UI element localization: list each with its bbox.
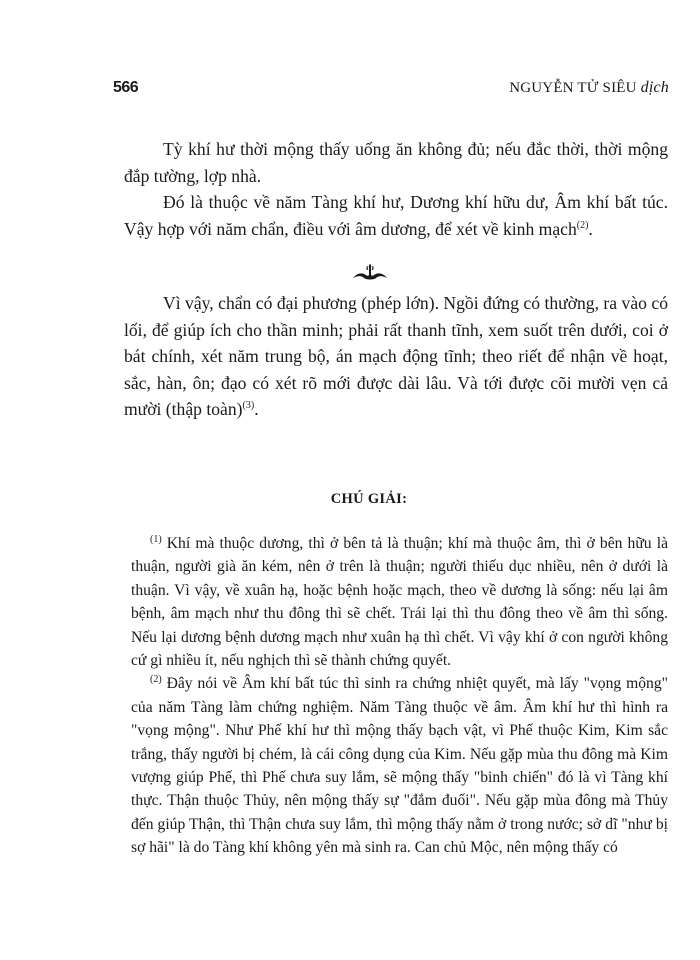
footnote-marker: (2) — [150, 674, 162, 686]
ornament-divider-icon — [352, 263, 388, 281]
notes-heading: CHÚ GIẢI: — [330, 491, 408, 507]
running-head — [509, 79, 669, 97]
body-text-part2 — [124, 290, 668, 423]
paragraph — [124, 189, 668, 242]
paragraph-text: Đó là thuộc về năm Tàng khí hư, Dương khí hữu dư, Âm khí bất túc. Vậy hợp với năm chẩn, điều với âm dương, để xét về kinh mạch — [124, 192, 668, 239]
punctuation: . — [588, 218, 593, 239]
paragraph-text: Tỳ khí hư thời mộng thấy uống ăn không đủ; nếu đắc thời, thời mộng đắp tường, lợp nhà. — [124, 139, 668, 186]
paragraph-text: Vì vậy, chẩn có đại phương (phép lớn). Ngồi đứng có thường, ra vào có lối, để giúp ích cho thần minh; phải rất thanh tĩnh, xem suốt trên dưới, coi ở bát chính, xét năm trung bộ, án mạch động tĩnh; theo riết để nhận về hoạt, sắc, hàn, ôn; đạo có xét rõ mới được dài lâu. Và tới được cõi mười vẹn cả mười (thập toàn) — [124, 293, 668, 419]
body-text-part1 — [124, 136, 668, 242]
punctuation: . — [254, 399, 259, 419]
paragraph — [124, 136, 668, 189]
footnote-marker: (1) — [150, 534, 162, 545]
page-header — [113, 79, 669, 103]
running-head-role: dịch — [640, 79, 669, 96]
footnote-text: Khí mà thuộc dương, thì ở bên tả là thuận; khí mà thuộc âm, thì ở bên hữu là thuận, người già ăn kém, nên ở trên là thuận; người thiếu dục nhiều, nên ở dưới là thuận. Vì vậy, về xuân hạ, hoặc bệnh hoặc mạch, theo về dương là sống: nếu lại âm bệnh, âm mạch như thu đông thì sẽ chết. Trái lại thì thu đông theo về âm thì sống. Nếu lại dương bệnh dương mạch như xuân hạ thì chết. Vì vậy khí ở con người không cứ gì nhiều ít, nếu nghịch thì sẽ thành chứng quyết. — [131, 535, 668, 670]
footnote-item — [131, 672, 668, 859]
running-head-author: NGUYỄN TỬ SIÊU — [509, 80, 637, 96]
footnote-text: Đây nói về Âm khí bất túc thì sinh ra chứng nhiệt quyết, mà lấy "vọng mộng" của năm Tàng làm chứng nghiệm. Năm Tàng thuộc về âm. Âm khí hư thì hình ra "vọng mộng". Như Phế khí hư thì mộng thấy bạch vật, vì Phế thuộc Kim, Kim sắc trắng, thấy người bị chém, là cái công dụng của Kim. Nếu gặp mùa thu đông mà Kim vượng giúp Phế, thì Phế chưa suy lắm, sẽ mộng thấy "binh chiến" đó là vì Tàng khí thực. Thận thuộc Thủy, nên mộng thấy sự "đắm đuối". Nếu gặp mùa đông mà Thủy đến giúp Thận, thì Thận chưa suy lắm, thì mộng thấy nằm ở trong nước; sở dĩ "như bị sợ hãi" là do Tàng khí không yên mà sinh ra. Can chủ Mộc, nên mộng thấy có — [131, 675, 668, 857]
footnote-ref: (2) — [576, 219, 589, 231]
paragraph — [124, 290, 668, 423]
footnote-item — [131, 532, 668, 672]
footnotes — [131, 532, 668, 860]
footnote-ref: (3) — [242, 400, 255, 411]
page-number: 566 — [113, 79, 139, 96]
